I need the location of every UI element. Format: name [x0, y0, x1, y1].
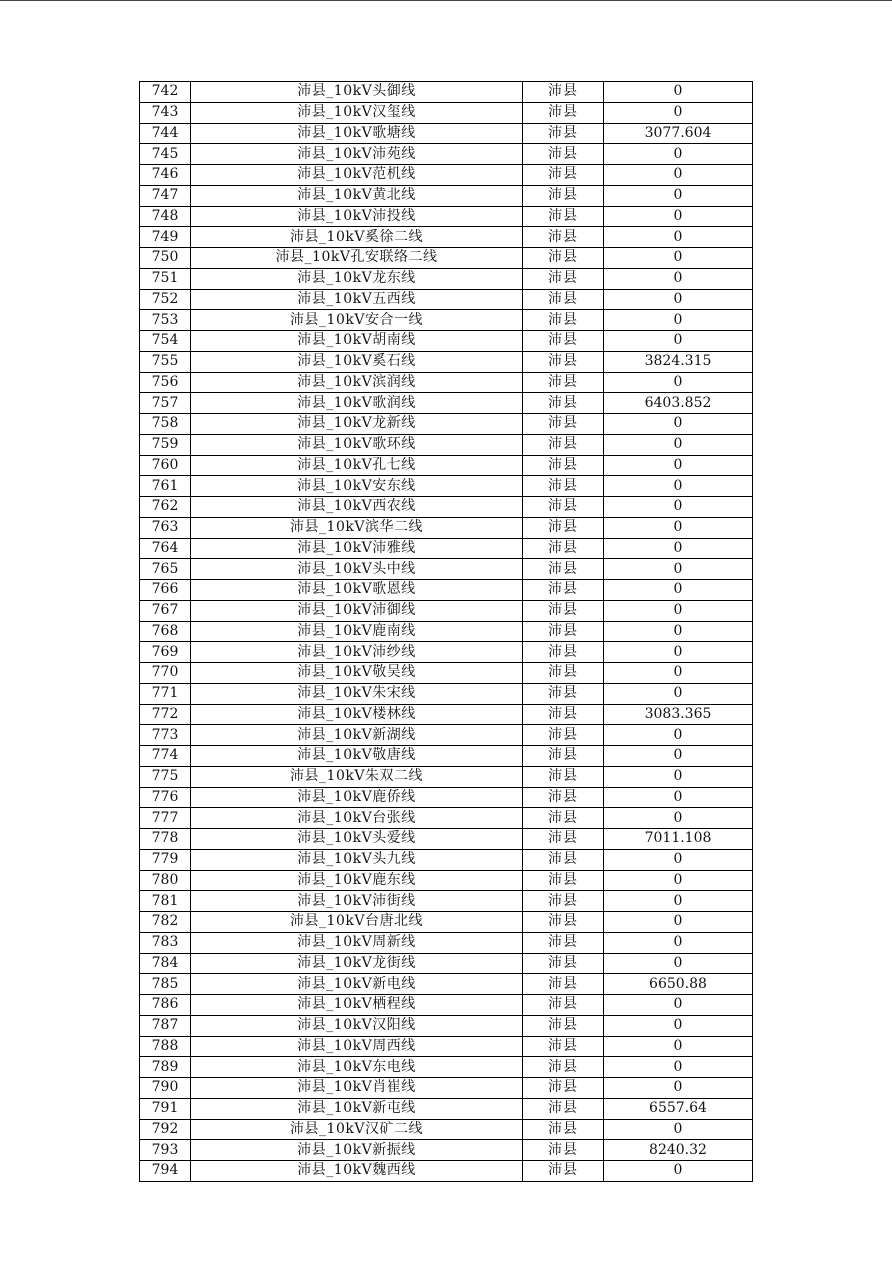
- row-number-cell: 764: [140, 538, 191, 559]
- line-name-cell: 沛县_10kV鹿东线: [191, 870, 523, 891]
- value-cell: 0: [604, 434, 753, 455]
- county-cell: 沛县: [523, 808, 604, 829]
- value-cell: 0: [604, 414, 753, 435]
- line-name-cell: 沛县_10kV孔安联络二线: [191, 248, 523, 269]
- line-name-cell: 沛县_10kV胡南线: [191, 331, 523, 352]
- county-cell: 沛县: [523, 414, 604, 435]
- value-cell: 0: [604, 82, 753, 103]
- table-row: [140, 704, 753, 725]
- county-cell: 沛县: [523, 434, 604, 455]
- value-cell: 0: [604, 1036, 753, 1057]
- county-cell: 沛县: [523, 497, 604, 518]
- line-name-cell: 沛县_10kV东电线: [191, 1057, 523, 1078]
- row-number-cell: 792: [140, 1119, 191, 1140]
- county-cell: 沛县: [523, 165, 604, 186]
- line-name-cell: 沛县_10kV奚徐二线: [191, 227, 523, 248]
- table-row: [140, 455, 753, 476]
- row-number-cell: 794: [140, 1161, 191, 1182]
- table-row: [140, 849, 753, 870]
- county-cell: 沛县: [523, 1015, 604, 1036]
- line-name-cell: 沛县_10kV歌润线: [191, 393, 523, 414]
- county-cell: 沛县: [523, 393, 604, 414]
- page-top-border: [0, 0, 892, 1]
- value-cell: 7011.108: [604, 829, 753, 850]
- value-cell: 0: [604, 1015, 753, 1036]
- line-name-cell: 沛县_10kV孔七线: [191, 455, 523, 476]
- row-number-cell: 782: [140, 912, 191, 933]
- line-name-cell: 沛县_10kV范机线: [191, 165, 523, 186]
- table-row: [140, 497, 753, 518]
- row-number-cell: 763: [140, 517, 191, 538]
- county-cell: 沛县: [523, 663, 604, 684]
- row-number-cell: 744: [140, 123, 191, 144]
- county-cell: 沛县: [523, 766, 604, 787]
- line-name-cell: 沛县_10kV台张线: [191, 808, 523, 829]
- value-cell: 0: [604, 497, 753, 518]
- table-row: [140, 870, 753, 891]
- line-name-cell: 沛县_10kV头御线: [191, 82, 523, 103]
- value-cell: 3824.315: [604, 351, 753, 372]
- county-cell: 沛县: [523, 870, 604, 891]
- value-cell: 0: [604, 289, 753, 310]
- table-row: [140, 746, 753, 767]
- line-name-cell: 沛县_10kV龙东线: [191, 268, 523, 289]
- value-cell: 3077.604: [604, 123, 753, 144]
- table-row: [140, 102, 753, 123]
- line-name-cell: 沛县_10kV头爱线: [191, 829, 523, 850]
- line-name-cell: 沛县_10kV沛苑线: [191, 144, 523, 165]
- table-row: [140, 891, 753, 912]
- line-name-cell: 沛县_10kV新湖线: [191, 725, 523, 746]
- line-name-cell: 沛县_10kV安合一线: [191, 310, 523, 331]
- value-cell: 3083.365: [604, 704, 753, 725]
- table-row: [140, 1098, 753, 1119]
- value-cell: 0: [604, 206, 753, 227]
- table-row: [140, 787, 753, 808]
- county-cell: 沛县: [523, 953, 604, 974]
- table-row: [140, 1119, 753, 1140]
- county-cell: 沛县: [523, 829, 604, 850]
- table-row: [140, 206, 753, 227]
- value-cell: 0: [604, 808, 753, 829]
- row-number-cell: 761: [140, 476, 191, 497]
- row-number-cell: 743: [140, 102, 191, 123]
- row-number-cell: 742: [140, 82, 191, 103]
- value-cell: 0: [604, 372, 753, 393]
- row-number-cell: 785: [140, 974, 191, 995]
- row-number-cell: 748: [140, 206, 191, 227]
- county-cell: 沛县: [523, 476, 604, 497]
- row-number-cell: 770: [140, 663, 191, 684]
- line-name-cell: 沛县_10kV歌环线: [191, 434, 523, 455]
- value-cell: 0: [604, 331, 753, 352]
- county-cell: 沛县: [523, 455, 604, 476]
- table-row: [140, 517, 753, 538]
- table-row: [140, 995, 753, 1016]
- row-number-cell: 745: [140, 144, 191, 165]
- value-cell: 0: [604, 725, 753, 746]
- table-row: [140, 808, 753, 829]
- row-number-cell: 780: [140, 870, 191, 891]
- county-cell: 沛县: [523, 538, 604, 559]
- line-name-cell: 沛县_10kV鹿侨线: [191, 787, 523, 808]
- row-number-cell: 776: [140, 787, 191, 808]
- county-cell: 沛县: [523, 1036, 604, 1057]
- value-cell: 0: [604, 891, 753, 912]
- line-name-cell: 沛县_10kV龙街线: [191, 953, 523, 974]
- county-cell: 沛县: [523, 746, 604, 767]
- value-cell: 0: [604, 538, 753, 559]
- table-row: [140, 372, 753, 393]
- county-cell: 沛县: [523, 600, 604, 621]
- row-number-cell: 787: [140, 1015, 191, 1036]
- row-number-cell: 790: [140, 1078, 191, 1099]
- county-cell: 沛县: [523, 995, 604, 1016]
- county-cell: 沛县: [523, 580, 604, 601]
- value-cell: 0: [604, 642, 753, 663]
- row-number-cell: 765: [140, 559, 191, 580]
- line-name-cell: 沛县_10kV黄北线: [191, 185, 523, 206]
- county-cell: 沛县: [523, 932, 604, 953]
- line-name-cell: 沛县_10kV肖崔线: [191, 1078, 523, 1099]
- value-cell: 0: [604, 787, 753, 808]
- row-number-cell: 772: [140, 704, 191, 725]
- table-row: [140, 351, 753, 372]
- table-row: [140, 932, 753, 953]
- line-name-cell: 沛县_10kV新屯线: [191, 1098, 523, 1119]
- county-cell: 沛县: [523, 102, 604, 123]
- county-cell: 沛县: [523, 206, 604, 227]
- value-cell: 0: [604, 932, 753, 953]
- row-number-cell: 756: [140, 372, 191, 393]
- table-row: [140, 580, 753, 601]
- value-cell: 0: [604, 663, 753, 684]
- table-row: [140, 725, 753, 746]
- row-number-cell: 771: [140, 683, 191, 704]
- row-number-cell: 769: [140, 642, 191, 663]
- line-name-cell: 沛县_10kV沛投线: [191, 206, 523, 227]
- feeder-line-table: [139, 81, 753, 1182]
- table-row: [140, 434, 753, 455]
- line-name-cell: 沛县_10kV台唐北线: [191, 912, 523, 933]
- line-name-cell: 沛县_10kV新振线: [191, 1140, 523, 1161]
- table-row: [140, 123, 753, 144]
- line-name-cell: 沛县_10kV汉玺线: [191, 102, 523, 123]
- row-number-cell: 784: [140, 953, 191, 974]
- county-cell: 沛县: [523, 82, 604, 103]
- line-name-cell: 沛县_10kV安东线: [191, 476, 523, 497]
- county-cell: 沛县: [523, 974, 604, 995]
- row-number-cell: 751: [140, 268, 191, 289]
- table-row: [140, 1057, 753, 1078]
- county-cell: 沛县: [523, 891, 604, 912]
- row-number-cell: 749: [140, 227, 191, 248]
- county-cell: 沛县: [523, 1098, 604, 1119]
- line-name-cell: 沛县_10kV鹿南线: [191, 621, 523, 642]
- row-number-cell: 781: [140, 891, 191, 912]
- row-number-cell: 767: [140, 600, 191, 621]
- value-cell: 0: [604, 1161, 753, 1182]
- county-cell: 沛县: [523, 517, 604, 538]
- row-number-cell: 760: [140, 455, 191, 476]
- county-cell: 沛县: [523, 310, 604, 331]
- row-number-cell: 752: [140, 289, 191, 310]
- value-cell: 0: [604, 248, 753, 269]
- line-name-cell: 沛县_10kV西农线: [191, 497, 523, 518]
- line-name-cell: 沛县_10kV奚石线: [191, 351, 523, 372]
- row-number-cell: 788: [140, 1036, 191, 1057]
- line-name-cell: 沛县_10kV敬唐线: [191, 746, 523, 767]
- row-number-cell: 793: [140, 1140, 191, 1161]
- row-number-cell: 758: [140, 414, 191, 435]
- line-name-cell: 沛县_10kV栖程线: [191, 995, 523, 1016]
- line-name-cell: 沛县_10kV歌塘线: [191, 123, 523, 144]
- county-cell: 沛县: [523, 289, 604, 310]
- table-row: [140, 227, 753, 248]
- table-row: [140, 974, 753, 995]
- value-cell: 0: [604, 1057, 753, 1078]
- value-cell: 0: [604, 559, 753, 580]
- row-number-cell: 786: [140, 995, 191, 1016]
- line-name-cell: 沛县_10kV五西线: [191, 289, 523, 310]
- line-name-cell: 沛县_10kV头中线: [191, 559, 523, 580]
- county-cell: 沛县: [523, 331, 604, 352]
- county-cell: 沛县: [523, 144, 604, 165]
- value-cell: 0: [604, 621, 753, 642]
- county-cell: 沛县: [523, 227, 604, 248]
- table-row: [140, 829, 753, 850]
- value-cell: 6557.64: [604, 1098, 753, 1119]
- line-name-cell: 沛县_10kV滨润线: [191, 372, 523, 393]
- table-row: [140, 1161, 753, 1182]
- value-cell: 0: [604, 746, 753, 767]
- value-cell: 0: [604, 102, 753, 123]
- row-number-cell: 779: [140, 849, 191, 870]
- county-cell: 沛县: [523, 268, 604, 289]
- county-cell: 沛县: [523, 849, 604, 870]
- line-name-cell: 沛县_10kV龙新线: [191, 414, 523, 435]
- county-cell: 沛县: [523, 372, 604, 393]
- line-name-cell: 沛县_10kV头九线: [191, 849, 523, 870]
- value-cell: 0: [604, 870, 753, 891]
- line-name-cell: 沛县_10kV周西线: [191, 1036, 523, 1057]
- row-number-cell: 783: [140, 932, 191, 953]
- county-cell: 沛县: [523, 704, 604, 725]
- table-row: [140, 414, 753, 435]
- value-cell: 0: [604, 268, 753, 289]
- county-cell: 沛县: [523, 1140, 604, 1161]
- line-name-cell: 沛县_10kV沛雅线: [191, 538, 523, 559]
- value-cell: 0: [604, 517, 753, 538]
- table-row: [140, 185, 753, 206]
- line-name-cell: 沛县_10kV沛街线: [191, 891, 523, 912]
- row-number-cell: 757: [140, 393, 191, 414]
- value-cell: 0: [604, 766, 753, 787]
- county-cell: 沛县: [523, 248, 604, 269]
- row-number-cell: 754: [140, 331, 191, 352]
- row-number-cell: 747: [140, 185, 191, 206]
- table-row: [140, 268, 753, 289]
- line-name-cell: 沛县_10kV朱双二线: [191, 766, 523, 787]
- line-name-cell: 沛县_10kV魏西线: [191, 1161, 523, 1182]
- line-name-cell: 沛县_10kV敬吴线: [191, 663, 523, 684]
- value-cell: 0: [604, 995, 753, 1016]
- value-cell: 0: [604, 600, 753, 621]
- county-cell: 沛县: [523, 1161, 604, 1182]
- line-name-cell: 沛县_10kV沛纱线: [191, 642, 523, 663]
- row-number-cell: 789: [140, 1057, 191, 1078]
- table-body: [140, 82, 753, 1182]
- value-cell: 0: [604, 455, 753, 476]
- value-cell: 0: [604, 310, 753, 331]
- county-cell: 沛县: [523, 1078, 604, 1099]
- row-number-cell: 762: [140, 497, 191, 518]
- table-row: [140, 642, 753, 663]
- county-cell: 沛县: [523, 1119, 604, 1140]
- table-row: [140, 538, 753, 559]
- table-row: [140, 559, 753, 580]
- row-number-cell: 766: [140, 580, 191, 601]
- value-cell: 0: [604, 185, 753, 206]
- table-row: [140, 766, 753, 787]
- value-cell: 0: [604, 476, 753, 497]
- table-row: [140, 248, 753, 269]
- row-number-cell: 753: [140, 310, 191, 331]
- line-name-cell: 沛县_10kV新电线: [191, 974, 523, 995]
- county-cell: 沛县: [523, 185, 604, 206]
- value-cell: 6403.852: [604, 393, 753, 414]
- row-number-cell: 777: [140, 808, 191, 829]
- value-cell: 0: [604, 165, 753, 186]
- line-name-cell: 沛县_10kV周新线: [191, 932, 523, 953]
- county-cell: 沛县: [523, 559, 604, 580]
- row-number-cell: 778: [140, 829, 191, 850]
- table-row: [140, 393, 753, 414]
- line-name-cell: 沛县_10kV汉矿二线: [191, 1119, 523, 1140]
- row-number-cell: 755: [140, 351, 191, 372]
- table-row: [140, 663, 753, 684]
- line-name-cell: 沛县_10kV楼林线: [191, 704, 523, 725]
- table-row: [140, 1140, 753, 1161]
- table-row: [140, 1015, 753, 1036]
- table-row: [140, 683, 753, 704]
- line-name-cell: 沛县_10kV朱宋线: [191, 683, 523, 704]
- value-cell: 6650.88: [604, 974, 753, 995]
- county-cell: 沛县: [523, 621, 604, 642]
- county-cell: 沛县: [523, 787, 604, 808]
- line-name-cell: 沛县_10kV汉阳线: [191, 1015, 523, 1036]
- value-cell: 0: [604, 912, 753, 933]
- county-cell: 沛县: [523, 912, 604, 933]
- value-cell: 0: [604, 849, 753, 870]
- row-number-cell: 746: [140, 165, 191, 186]
- table-row: [140, 331, 753, 352]
- table-row: [140, 476, 753, 497]
- row-number-cell: 774: [140, 746, 191, 767]
- line-name-cell: 沛县_10kV歌恩线: [191, 580, 523, 601]
- row-number-cell: 750: [140, 248, 191, 269]
- table-row: [140, 621, 753, 642]
- table-row: [140, 912, 753, 933]
- county-cell: 沛县: [523, 725, 604, 746]
- table-row: [140, 165, 753, 186]
- value-cell: 0: [604, 227, 753, 248]
- county-cell: 沛县: [523, 642, 604, 663]
- county-cell: 沛县: [523, 123, 604, 144]
- county-cell: 沛县: [523, 351, 604, 372]
- value-cell: 8240.32: [604, 1140, 753, 1161]
- county-cell: 沛县: [523, 683, 604, 704]
- table-row: [140, 82, 753, 103]
- row-number-cell: 775: [140, 766, 191, 787]
- county-cell: 沛县: [523, 1057, 604, 1078]
- value-cell: 0: [604, 144, 753, 165]
- table-row: [140, 953, 753, 974]
- row-number-cell: 773: [140, 725, 191, 746]
- line-name-cell: 沛县_10kV滨华二线: [191, 517, 523, 538]
- value-cell: 0: [604, 1078, 753, 1099]
- line-name-cell: 沛县_10kV沛御线: [191, 600, 523, 621]
- table-row: [140, 289, 753, 310]
- table-row: [140, 310, 753, 331]
- table-row: [140, 144, 753, 165]
- value-cell: 0: [604, 580, 753, 601]
- row-number-cell: 791: [140, 1098, 191, 1119]
- value-cell: 0: [604, 1119, 753, 1140]
- table-row: [140, 1036, 753, 1057]
- row-number-cell: 768: [140, 621, 191, 642]
- row-number-cell: 759: [140, 434, 191, 455]
- value-cell: 0: [604, 683, 753, 704]
- value-cell: 0: [604, 953, 753, 974]
- table-row: [140, 1078, 753, 1099]
- table-row: [140, 600, 753, 621]
